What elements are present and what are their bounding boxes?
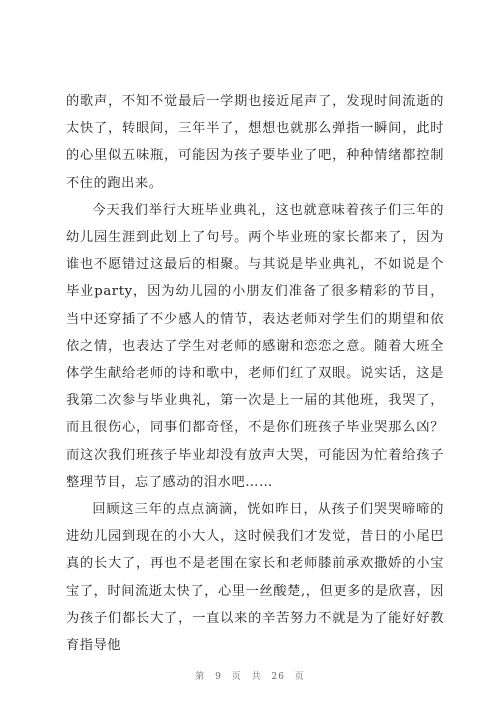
- paragraph-continuation: 的歌声，不知不觉最后一学期也接近尾声了，发现时间流逝的太快了，转眼间，三年半了，想想也就那么弹指一瞬间，此时的心里似五味瓶，可能因为孩子要毕业了吧，种种情绪都控制不住的跑出来。: [66, 94, 444, 191]
- paragraph-graduation-ceremony: 今天我们举行大班毕业典礼，这也就意味着孩子们三年的幼儿园生涯到此划上了句号。两个毕业班的家长都来了，因为谁也不愿错过这最后的相聚。与其说是毕业典礼，不如说是个毕业party，因为幼儿园的小朋友们准备了很多精彩的节目，当中还穿插了不少感人的情节，表达老师对学生们的期望和依依之情，也表达了学生对老师的感谢和恋恋之意。随着大班全体学生献给老师的诗和歌中，老师们红了双眼。说实话，这是我第二次参与毕业典礼，第一次是上一届的其他班，我哭了，而且很伤心，同事们都奇怪，不是你们班孩子毕业哭那么凶？而这次我们班孩子毕业却没有放声大哭，可能因为忙着给孩子整理节目，忘了感动的泪水吧……: [66, 202, 444, 490]
- footer-total-unit: 页: [294, 672, 305, 682]
- footer-page-word: 第: [195, 672, 206, 682]
- page-footer: [0, 669, 500, 682]
- footer-page-number: 9: [215, 672, 222, 682]
- document-body: [66, 88, 444, 659]
- footer-of-word: 共: [251, 672, 262, 682]
- paragraph-looking-back: 回顾这三年的点点滴滴，恍如昨日，从孩子们哭哭啼啼的进幼儿园到现在的小大人，这时候我们才发觉，昔日的小尾巴真的长大了，再也不是老围在家长和老师膝前承欢撒娇的小宝宝了，时间流逝太快了，心里一丝酸楚,，但更多的是欣喜，因为孩子们都长大了，一直以来的辛苦努力不就是为了能好好教育指导他: [66, 502, 444, 654]
- footer-page-unit: 页: [231, 672, 242, 682]
- footer-total-pages: 26: [271, 672, 285, 682]
